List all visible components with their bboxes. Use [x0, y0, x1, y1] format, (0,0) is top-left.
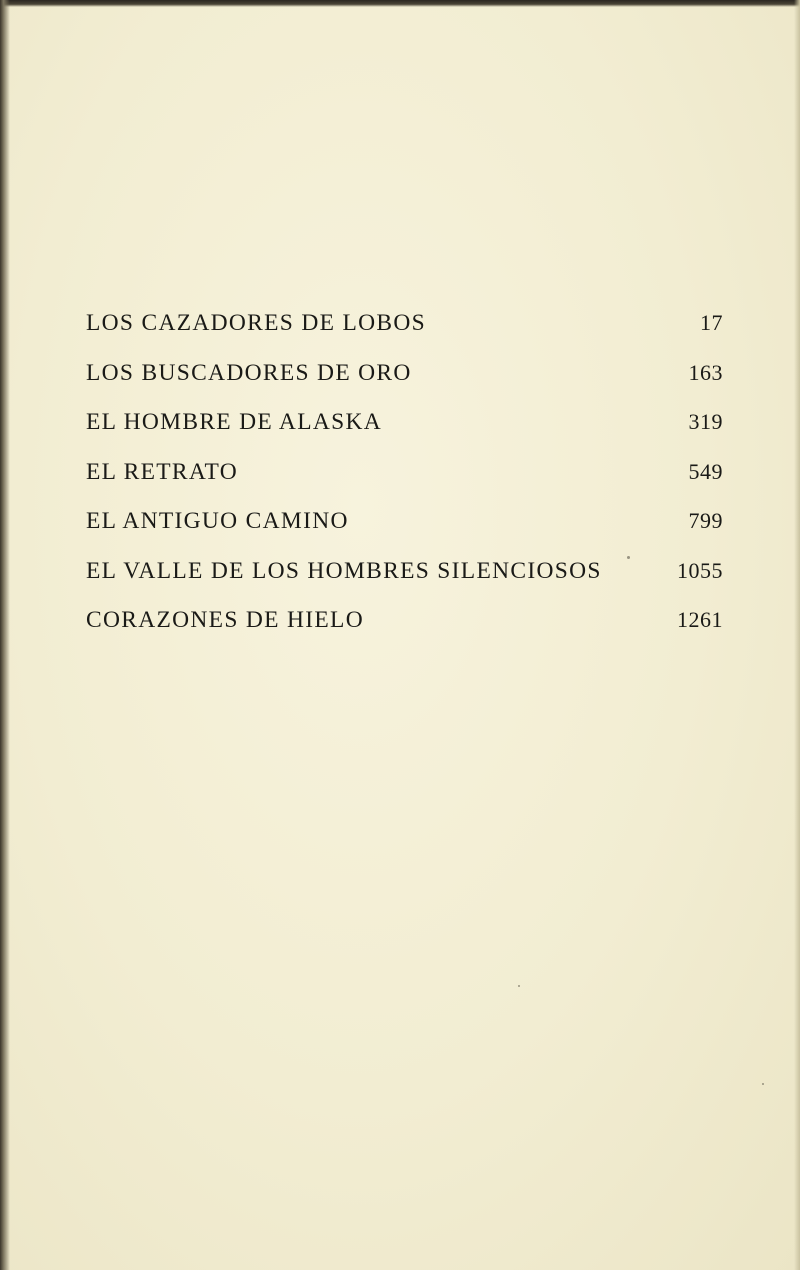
- toc-entry-page-number: 1055: [677, 557, 723, 583]
- toc-entry: [86, 551, 726, 601]
- toc-entry-page-number: 17: [700, 310, 723, 335]
- toc-entry-page-number: 1261: [677, 607, 723, 632]
- toc-entry: [86, 353, 726, 403]
- toc-entry-page-number: 319: [688, 409, 723, 434]
- toc-entry: [86, 303, 726, 353]
- toc-entry: [86, 452, 726, 502]
- page-top-shadow: [0, 0, 800, 7]
- table-of-contents: [86, 303, 726, 650]
- toc-entry-title: LOS CAZADORES DE LOBOS: [86, 310, 426, 336]
- toc-entry-title: LOS BUSCADORES DE ORO: [86, 359, 412, 386]
- toc-entry-title: EL VALLE DE LOS HOMBRES SILENCIOSOS: [86, 557, 602, 584]
- toc-entry-page-number: 549: [688, 458, 723, 484]
- toc-entry-title: CORAZONES DE HIELO: [86, 607, 364, 633]
- toc-entry-page-number: 799: [688, 508, 723, 533]
- toc-entry: [86, 600, 726, 650]
- toc-entry-title: EL RETRATO: [86, 458, 239, 485]
- toc-entry-title: EL ANTIGUO CAMINO: [86, 508, 349, 534]
- toc-entry: [86, 402, 726, 452]
- page-right-edge: [794, 0, 800, 1270]
- toc-entry-title: EL HOMBRE DE ALASKA: [86, 409, 383, 435]
- book-spine-shadow: [0, 0, 10, 1270]
- paper-speck: [762, 1083, 764, 1085]
- toc-entry: [86, 501, 726, 551]
- toc-entry-page-number: 163: [688, 359, 723, 385]
- paper-speck: [518, 985, 520, 987]
